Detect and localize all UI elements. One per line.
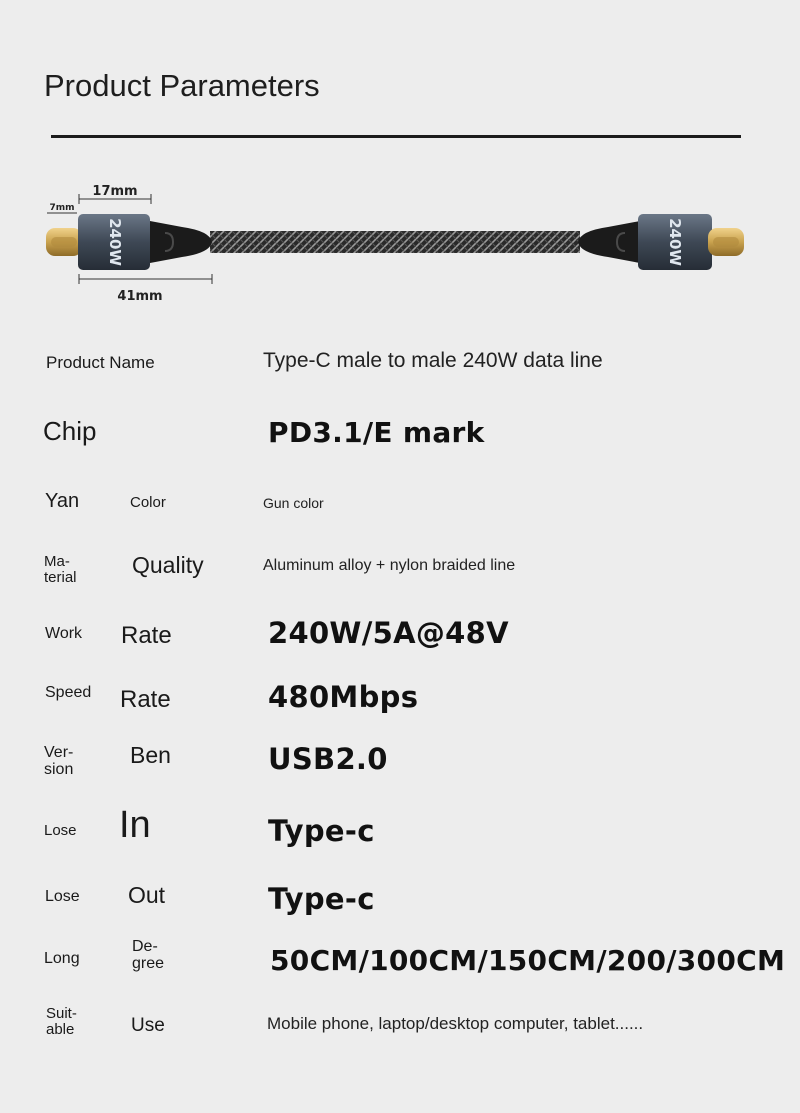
param-value: 50CM/100CM/150CM/200/300CM <box>270 944 786 977</box>
braided-cable <box>210 231 580 253</box>
label-line-2: able <box>46 1021 75 1039</box>
param-row-color <box>0 488 800 528</box>
param-value: Mobile phone, laptop/desktop computer, tablet...... <box>267 1014 644 1033</box>
param-label-part1: Long <box>44 950 80 967</box>
param-label-part2: Color <box>130 494 166 511</box>
label-line-2: sion <box>44 761 74 779</box>
param-row-suitable-use <box>0 1004 800 1044</box>
param-label-part1: Yan <box>45 490 80 512</box>
title-divider <box>51 135 741 138</box>
page-title: Product Parameters <box>44 68 320 103</box>
dimension-41mm <box>79 274 212 304</box>
param-row-length <box>0 938 800 978</box>
dimension-7mm <box>47 203 77 213</box>
param-row-speed-rate <box>0 680 800 720</box>
param-label-part1: Work <box>45 625 83 642</box>
param-label-part1: Lose <box>45 888 80 905</box>
param-label-part2: In <box>119 804 151 846</box>
label-line-1: Ver- <box>44 744 74 761</box>
param-value: Aluminum alloy + nylon braided line <box>263 557 516 574</box>
param-row-work-rate <box>0 616 800 656</box>
label-line-2: terial <box>44 569 77 587</box>
dim-41mm-label: 41mm <box>117 289 163 304</box>
label-line-1: Ma- <box>44 553 70 570</box>
cable-diagram <box>0 175 800 310</box>
label-line-1: De- <box>132 938 158 955</box>
param-value: PD3.1/E mark <box>268 416 485 449</box>
param-row-output <box>0 880 800 920</box>
param-row-material <box>0 552 800 592</box>
left-strain-relief <box>150 221 212 263</box>
param-label-part2: Rate <box>120 686 171 713</box>
right-connector <box>578 214 744 270</box>
param-value: Type-c <box>268 814 375 848</box>
param-row-product-name <box>0 345 800 385</box>
param-label: Product Name <box>46 353 155 372</box>
label-line-2: gree <box>132 955 165 973</box>
param-label-part1: Speed <box>45 684 92 701</box>
param-value: Type-C male to male 240W data line <box>263 349 603 372</box>
right-strain-relief <box>578 221 640 263</box>
param-label-part2 <box>132 938 164 973</box>
param-label-part2: Rate <box>121 622 172 649</box>
param-label-part2: Quality <box>132 552 204 578</box>
param-label: Chip <box>43 416 97 446</box>
param-row-input <box>0 804 800 848</box>
param-label-part2: Out <box>128 882 166 908</box>
param-value: Type-c <box>268 882 375 916</box>
left-connector <box>46 214 212 270</box>
param-value: 480Mbps <box>268 680 419 714</box>
param-value: Gun color <box>263 495 324 511</box>
param-value: USB2.0 <box>268 742 388 776</box>
param-label-part2: Use <box>131 1015 165 1036</box>
param-label-part1 <box>44 554 77 586</box>
param-label-part2: Ben <box>130 742 171 768</box>
param-label-part1: Lose <box>44 822 77 839</box>
left-240w-label: 240W <box>106 218 124 266</box>
param-label-part1 <box>44 744 73 779</box>
param-row-chip <box>0 412 800 452</box>
label-line-1: Suit- <box>46 1005 77 1022</box>
dimension-17mm <box>79 184 151 204</box>
dim-17mm-label: 17mm <box>92 184 138 199</box>
dim-7mm-label: 7mm <box>49 203 75 213</box>
right-240w-label: 240W <box>666 218 684 266</box>
param-row-version <box>0 742 800 782</box>
param-label-part1 <box>46 1006 77 1038</box>
param-value: 240W/5A@48V <box>268 616 509 650</box>
